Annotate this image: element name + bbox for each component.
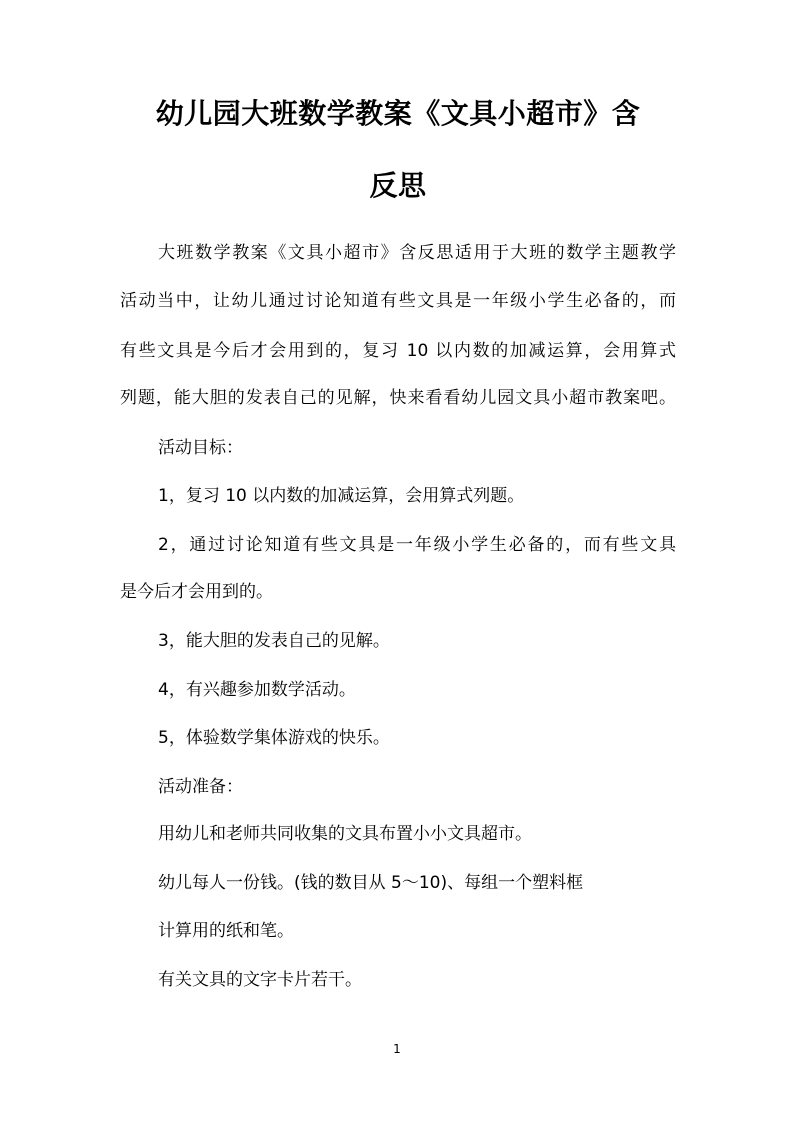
intro-line-1: 大班数学教案《文具小超市》含反思适用于大班的数学主题教学 <box>158 243 676 263</box>
goal-item-2-line-2: 是今后才会用到的。 <box>120 582 273 602</box>
goal-item-3: 3，能大胆的发表自己的见解。 <box>158 631 390 651</box>
prep-heading: 活动准备： <box>158 777 243 797</box>
prep-item-3: 计算用的纸和笔。 <box>158 921 294 941</box>
document-title-line-2: 反思 <box>369 169 427 202</box>
prep-item-1: 用幼儿和老师共同收集的文具布置小小文具超市。 <box>158 824 532 844</box>
intro-line-4: 列题，能大胆的发表自己的见解，快来看看幼儿园文具小超市教案吧。 <box>120 388 676 408</box>
goals-heading: 活动目标： <box>158 438 243 458</box>
prep-item-4: 有关文具的文字卡片若干。 <box>158 970 362 990</box>
prep-item-2: 幼儿每人一份钱。(钱的数目从 5～10)、每组一个塑料框 <box>158 873 584 893</box>
document-title-line-1: 幼儿园大班数学教案《文具小超市》含 <box>155 97 641 130</box>
intro-line-3: 有些文具是今后才会用到的，复习 10 以内数的加减运算，会用算式 <box>120 341 676 361</box>
intro-line-2: 活动当中，让幼儿通过讨论知道有些文具是一年级小学生必备的，而 <box>120 291 676 311</box>
goal-item-1: 1，复习 10 以内数的加减运算，会用算式列题。 <box>158 486 525 506</box>
goal-item-5: 5，体验数学集体游戏的快乐。 <box>158 728 390 748</box>
goal-item-4: 4，有兴趣参加数学活动。 <box>158 680 356 700</box>
goal-item-2-line-1: 2，通过讨论知道有些文具是一年级小学生必备的，而有些文具 <box>158 535 676 555</box>
page-number: 1 <box>393 1042 401 1056</box>
